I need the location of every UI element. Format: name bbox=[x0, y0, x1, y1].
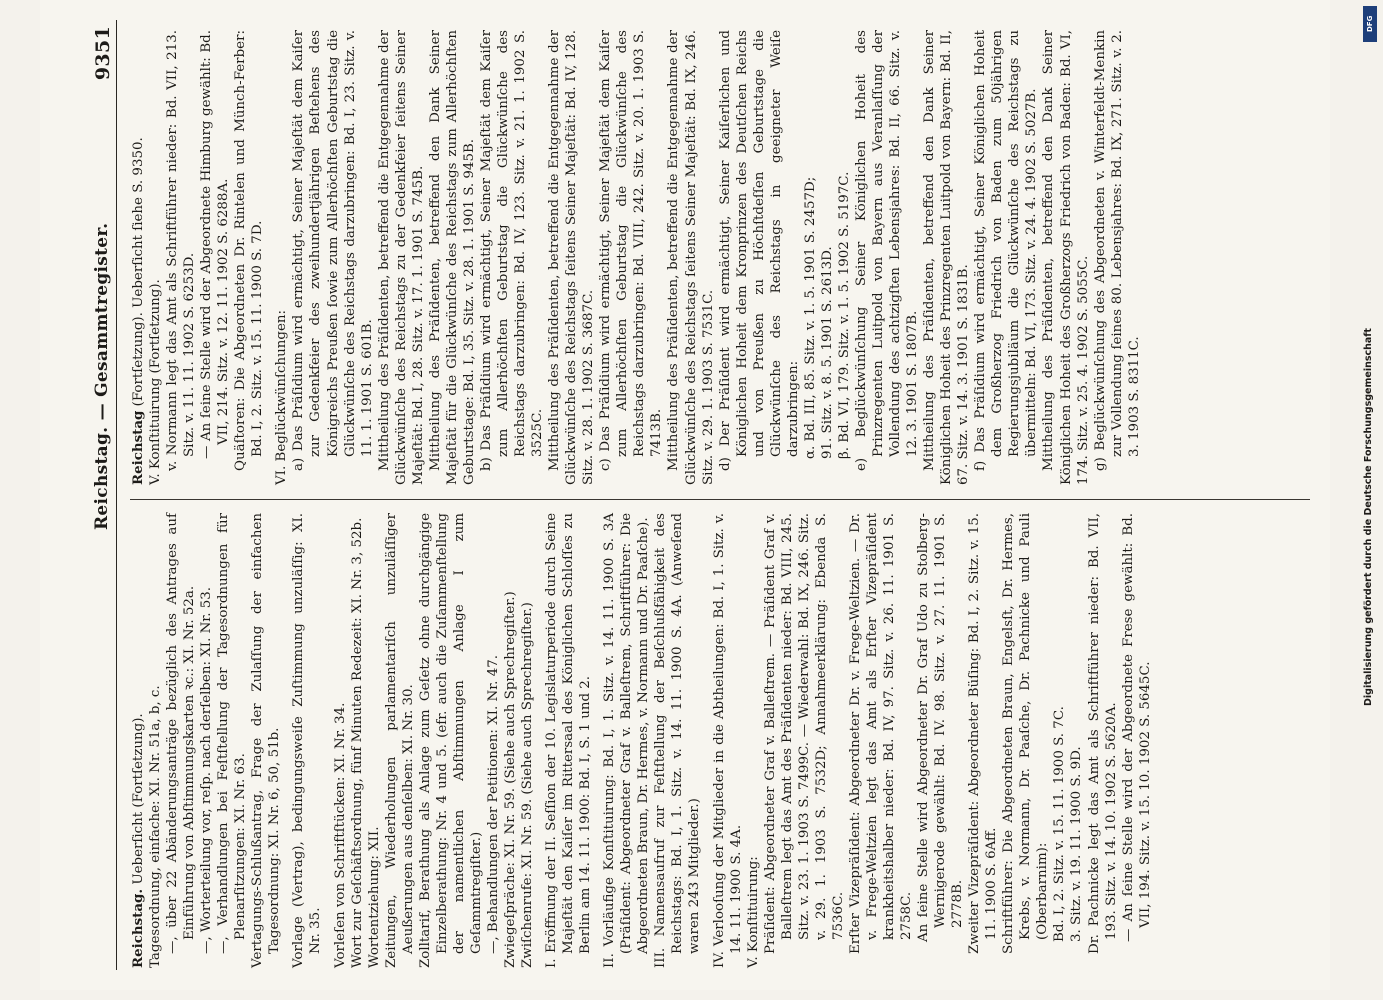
index-entry bbox=[717, 30, 802, 485]
entry-headword: Reichstag. bbox=[130, 888, 146, 968]
index-entry bbox=[1040, 30, 1091, 485]
entry-text: Präſident: Abgeordneter Graf v. Balleſtrem. — Präſident Graf v. Balleſtrem legt das Amt des Präſidenten nieder: Bd. VIII, 245. Sitz. v. 23. 1. 1903 S. 7499C. — Wiederwahl: Bd. IX, 246. Sitz. v. 29. 1. 1903 S. 7532D; Annahmeerklärung: Ebenda S. 7536C. bbox=[762, 513, 846, 954]
index-entry bbox=[543, 513, 594, 968]
entry-text: Zwiſchenrufe: XI. Nr. 59. (Siehe auch Sprechregiſter.) bbox=[520, 602, 536, 968]
index-entry bbox=[198, 30, 232, 485]
index-entry bbox=[366, 513, 383, 968]
entry-text: α. Bd. III, 85. Sitz. v. 1. 5. 1901 S. 2457D; bbox=[802, 176, 818, 459]
entry-text: —, über 22 Abänderungsanträge bezüglich des Antrages auf Einführung von Abſtimmungskarten ꝛc.: XI. Nr. 52a. bbox=[165, 513, 198, 954]
running-header bbox=[92, 20, 117, 970]
index-entry bbox=[502, 513, 519, 968]
entry-text: II. Vorläufige Konſtituirung: Bd. I, 1. Sitz. v. 14. 11. 1900 S. 3A (Präſident: Abgeordneter Graf v. Balleſtrem, Schriftführer: Die Abgeordneten Braun, Dr. Hermes, v. Normann und Dr. Paaſche). bbox=[602, 513, 652, 968]
header-title: Reichstag. — Gesammtregister. bbox=[92, 222, 112, 530]
page-number: 9351 bbox=[92, 26, 114, 81]
entry-text: Wort zur Geſchäftsordnung, fünf Minuten Redezeit: XI. Nr. 3, 52b. bbox=[349, 517, 365, 968]
index-entry bbox=[164, 30, 198, 485]
index-entry bbox=[819, 30, 836, 485]
index-entry bbox=[273, 30, 290, 485]
entry-text: a) Das Präſidium wird ermächtigt, Seiner Majeſtät dem Kaiſer zur Gedenkfeier des zweihundertjährigen Beſtehens des Königreichs Preußen ſowie zum Allerhöchſten Geburtstag die Glückwünſche des Reichstags darzubringen: Bd. I, 23. Sitz. v. 11. 1. 1901 S. 601B. bbox=[291, 30, 375, 471]
entry-text: v. Normann legt das Amt als Schriftführer nieder: Bd. VII, 213. Sitz. v. 11. 11. 1902 S. 6253D. bbox=[165, 30, 198, 471]
index-entry bbox=[1086, 513, 1120, 968]
entry-text: 3. Sitz. v. 19. 11. 1900 S. 9D. bbox=[1069, 746, 1085, 942]
entry-text: — An ſeine Stelle wird der Abgeordnete Frese gewählt: Bd. VII, 194. Sitz. v. 15. 10. 1902 S. 5645C. bbox=[1120, 513, 1153, 942]
entry-text: Zolltarif, Berathung als Anlage zum Geſetz ohne durchgängige Einzelberathung: Nr. 4 und 5. (efr. auch die Zuſammenſtellung der namentlichen Abſtimmungen Anlage I zum Geſammtregiſter.) bbox=[417, 513, 484, 968]
entry-text: Mittheilung des Präſidenten, betreffend den Dank Seiner Majeſtät für die Glückwünſche des Reichstags zum Allerhöchſten Geburtstage: Bd. I, 35. Sitz. v. 28. 1. 1901 S. 945B. bbox=[427, 30, 477, 485]
entry-text: Mittheilung des Präſidenten, betreffend die Entgegennahme der Glückwünſche des Reichstags ſeitens Seiner Majeſtät: Bd. IX, 246. Sitz. v. 29. 1. 1903 S. 7531C. bbox=[666, 30, 716, 485]
index-entry bbox=[198, 513, 215, 968]
entry-text: 91. Sitz. v. 8. 5. 1901 S. 2613D. bbox=[819, 246, 835, 459]
entry-text: Zweiter Vizepräſident: Abgeordneter Büſing: Bd. I, 2. Sitz. v. 15. 11. 1900 S. 6Aff. bbox=[967, 513, 1000, 954]
index-entry bbox=[1068, 513, 1085, 968]
index-entry bbox=[762, 513, 847, 968]
dfg-logo: DFG bbox=[1363, 6, 1377, 42]
entry-text: —, Worterteilung vor, reſp. nach derſelben: XI. Nr. 53. bbox=[199, 586, 215, 954]
index-entry bbox=[427, 30, 478, 485]
left-column bbox=[130, 513, 1154, 968]
index-entry bbox=[1092, 30, 1143, 485]
entry-text: c) Das Präſidium wird ermächtigt, Seiner Majeſtät dem Kaiſer zum Allerhöchſten Geburtstag die Glückwünſche des Reichstags darzubringen: Bd. VIII, 242. Sitz. v. 20. 1. 1903 S. 7413B. bbox=[598, 30, 665, 471]
entry-text: Vertagungs-Schlußantrag, Frage der Zulaſſung der einfachen Tagesordnung: XI. Nr. 6, 50, 51b. bbox=[250, 513, 283, 968]
entry-text: g) Beglückwünſchung des Abgeordneten v. Winterfeldt-Menkin zur Vollendung ſeines 80. Lebensjahres: Bd. IX, 271. Sitz. v. 2. 3. 1903 S. 8311C. bbox=[1092, 30, 1142, 471]
index-entry bbox=[665, 30, 716, 485]
entry-text: Zwiegeſpräche: XI. Nr. 59. (Siehe auch Sprechregiſter.) bbox=[502, 591, 518, 968]
entry-text: An ſeine Stelle wird Abgeordneter Dr. Graf Udo zu Stolberg-Wernigerode gewählt: Bd. IV. 98. Sitz. v. 27. 11. 1901 S. 2778B. bbox=[916, 513, 966, 942]
index-entry bbox=[921, 30, 972, 485]
entry-text: Mittheilung des Präſidenten, betreffend die Entgegennahme der Glückwünſche des Reichstags ſeitens Seiner Majeſtät: Bd. IV, 128. Sitz. v. 28. 1. 1902 S. 3687C. bbox=[547, 30, 597, 485]
entry-text: —, Verhandlungen bei Feſtſtellung der Tagesordnungen für Plenarſitzungen: XI. Nr. 63. bbox=[216, 513, 249, 954]
index-entry bbox=[519, 513, 536, 968]
index-entry bbox=[215, 513, 249, 968]
entry-text: Vorleſen von Schriftſtücken: XI. Nr. 34. bbox=[332, 702, 348, 968]
entry-text: β. Bd. VI, 179. Sitz. v. 1. 5. 1902 S. 5197C. bbox=[836, 171, 852, 459]
index-entry bbox=[332, 513, 349, 968]
entry-text: e) Beglückwünſchung Seiner Königlichen Hoheit des Prinzregenten Luitpold von Bayern aus Veranlaſſung der Vollendung des achtzigſten Lebensjahres: Bd. II, 66. Sitz. v. 12. 3. 1901 S. 1807B. bbox=[853, 30, 921, 471]
index-entry bbox=[417, 513, 485, 968]
index-entry bbox=[164, 513, 198, 968]
index-entry bbox=[836, 30, 853, 485]
entry-text: Quäſtoren: Die Abgeordneten Dr. Rintelen und Münch-Ferber: Bd. I, 2. Sitz. v. 15. 11. 1900 S. 7D. bbox=[233, 30, 266, 471]
index-entry bbox=[1000, 513, 1051, 968]
entry-text: III. Namensaufruf zur Feſtſtellung der Beſchlußfähigkeit des Reichstags: Bd. I, 1. Sitz. v. 14. 11. 1900 S. 4A. (Anweſend waren 243 Mitglieder.) bbox=[653, 513, 703, 968]
index-entry bbox=[972, 30, 1040, 485]
entry-text: IV. Verlooſung der Mitglieder in die Abtheilungen: Bd. I, 1. Sitz. v. 14. 11. 1900 S. 4A. bbox=[711, 513, 744, 968]
index-entry bbox=[232, 30, 266, 485]
index-entry bbox=[1120, 513, 1154, 968]
entry-text: Ueberſicht (Fortſetzung). bbox=[131, 713, 146, 889]
entry-text: Erſter Vizepräſident: Abgeordneter Dr. v. Frege-Weltzien. — Dr. v. Frege-Weltzien legt das Amt als Erſter Vizepräſident krankheitshalber nieder: Bd. IV, 97. Sitz. v. 26. 11. 1901 S. 2758C. bbox=[847, 513, 915, 954]
entry-text: (Fortſetzung). Ueberſicht ſiehe S. 9350. bbox=[131, 137, 146, 411]
index-entry bbox=[745, 513, 762, 968]
entry-text: V. Konſtituirung: bbox=[745, 856, 761, 968]
index-entry bbox=[147, 513, 164, 968]
entry-text: Zeitungen, Wiederholungen parlamentariſch unzuläſſiger Aeußerungen aus denſelben: XI. Nr. 30. bbox=[383, 513, 416, 968]
entry-text: f) Das Präſidium wird ermächtigt, Seiner Königlichen Hoheit dem Großherzog Friedrich von Baden zum 50jährigen Regierungsjubiläum die Glückwünſche des Reichstags zu übermitteln: Bd. VI, 173. Sitz. v. 24. 4. 1902 S. 5027B. bbox=[973, 30, 1040, 471]
index-entry bbox=[853, 30, 921, 485]
index-entry bbox=[546, 30, 597, 485]
index-entry bbox=[290, 513, 324, 968]
entry-text: Mittheilung des Präſidenten, betreffend die Entgegennahme der Glückwünſche des Reichstags zu der Gedenkfeier ſeitens Seiner Majeſtät: Bd. I, 28. Sitz. v. 17. 1. 1901 S. 745B. bbox=[376, 30, 426, 485]
entry-text: V. Konſtituirung (Fortſetzung). bbox=[148, 279, 164, 485]
entry-text: VI. Beglückwünſchungen: bbox=[274, 309, 290, 485]
index-entry bbox=[485, 513, 502, 968]
column-divider bbox=[130, 499, 1310, 500]
entry-text: d) Der Präſident wird ermächtigt, Seiner Kaiſerlichen und Königlichen Hoheit dem Kronprinzen des Deutſchen Reichs und von Preußen zu Höchſtdeſſen Geburtstage die Glückwünſche des Reichstags in geeigneter Weiſe darzubringen: bbox=[717, 30, 801, 471]
index-entry bbox=[383, 513, 417, 968]
entry-text: Bd. I, 2. Sitz. v. 15. 11. 1900 S. 7C. bbox=[1052, 706, 1068, 942]
scanned-page bbox=[40, 0, 1330, 990]
index-entry bbox=[601, 513, 652, 968]
right-column bbox=[130, 30, 1143, 485]
digitization-sidebar bbox=[1363, 6, 1379, 996]
index-entry bbox=[802, 30, 819, 485]
index-entry bbox=[130, 513, 147, 968]
entry-headword: Reichstag bbox=[130, 410, 146, 485]
funding-note: Digitalisierung gefördert durch die Deutsche Forschungsgemeinschaft bbox=[1363, 328, 1374, 706]
entry-text: — An ſeine Stelle wird der Abgeordnete Himburg gewählt: Bd. VII, 214. Sitz. v. 12. 11. 1902 S. 6288A. bbox=[199, 30, 232, 459]
index-entry bbox=[130, 30, 147, 485]
index-entry bbox=[711, 513, 745, 968]
index-entry bbox=[147, 30, 164, 485]
index-entry bbox=[597, 30, 665, 485]
index-entry bbox=[349, 513, 366, 968]
index-entry bbox=[847, 513, 915, 968]
entry-text: Mittheilung des Präſidenten, betreffend den Dank Seiner Königlichen Hoheit des Prinzregenten Luitpold von Bayern: Bd. II, 67. Sitz. v. 14. 3. 1901 S. 1831B. bbox=[922, 30, 972, 485]
index-entry bbox=[1051, 513, 1068, 968]
index-entry bbox=[915, 513, 966, 968]
entry-text: Dr. Pachnicke legt das Amt als Schriftführer nieder: Bd. VII, 193. Sitz. v. 14. 10. 1902 S. 5620A. bbox=[1086, 513, 1119, 954]
entry-text: —, Behandlungen der Petitionen: XI. Nr. 47. bbox=[485, 655, 501, 954]
entry-text: Vorlage (Vertrag), bedingungsweiſe Zuſtimmung unzuläſſig: XI. Nr. 35. bbox=[291, 513, 324, 968]
entry-text: Schriftführer: Die Abgeordneten Braun, Engelsſt, Dr. Hermes, Krebs, v. Normann, Dr. Paaſche, Dr. Pachnicke und Pauli (Oberbarnim): bbox=[1001, 513, 1051, 954]
entry-text: Tagesordnung, einfache: XI. Nr. 51a, b, c. bbox=[148, 685, 164, 968]
index-entry bbox=[249, 513, 283, 968]
entry-text: Wortentziehung: XII. bbox=[366, 826, 382, 968]
index-entry bbox=[290, 30, 375, 485]
entry-text: I. Eröffnung der II. Seſſion der 10. Legislaturperiode durch Seine Majeſtät den Kaiſer im Rittersaal des Königlichen Schloſſes zu Berlin am 14. 11. 1900: Bd. I, S. 1 und 2. bbox=[544, 513, 594, 968]
entry-text: b) Das Präſidium wird ermächtigt, Seiner Majeſtät dem Kaiſer zum Allerhöchſten Geburtstag die Glückwünſche des Reichstags darzubringen: Bd. IV, 123. Sitz. v. 21. 1. 1902 S. 3525C. bbox=[478, 30, 546, 471]
entry-text: Mittheilung des Präſidenten, betreffend den Dank Seiner Königlichen Hoheit des Großherzogs Friedrich von Baden: Bd. VI, 174. Sitz. v. 25. 4. 1902 S. 5055C. bbox=[1041, 30, 1091, 485]
index-entry bbox=[652, 513, 703, 968]
index-entry bbox=[376, 30, 427, 485]
index-entry bbox=[966, 513, 1000, 968]
index-entry bbox=[478, 30, 546, 485]
